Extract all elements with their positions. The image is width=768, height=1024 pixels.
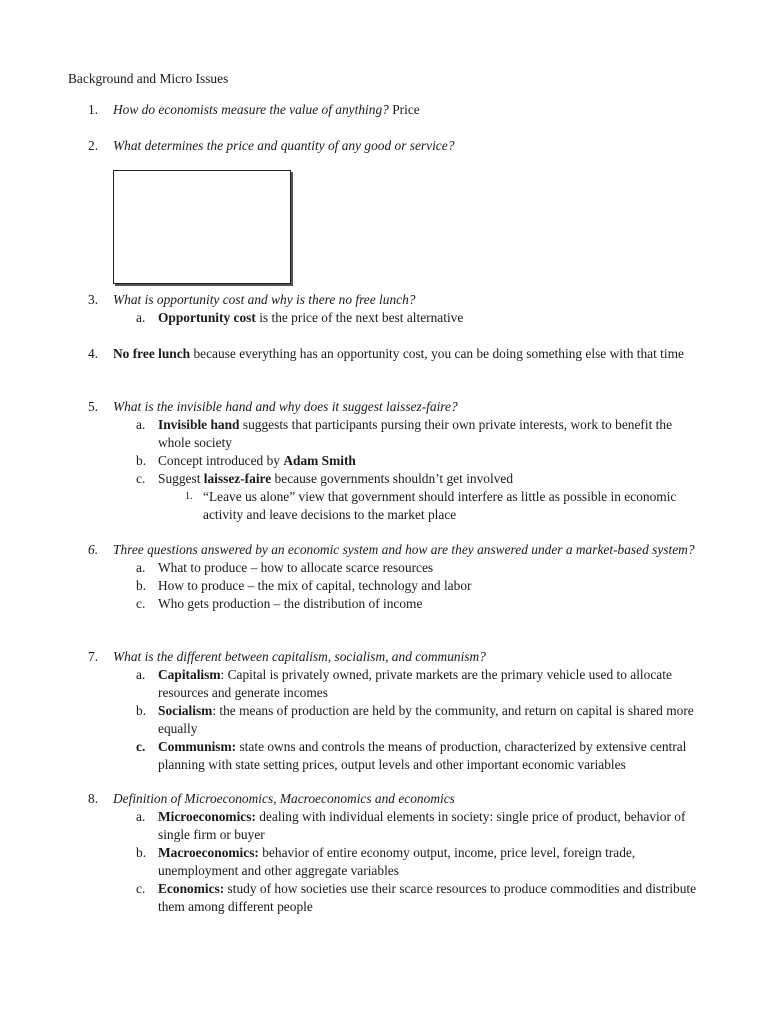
list-item: c. Communism: state owns and controls the means of production, characterized by extensive central planning with state setting prices, output levels and other important economic variables xyxy=(136,739,687,772)
list-item: 1. “Leave us alone” view that government should interfere as little as possible in economic activity and leave decisions to the market place xyxy=(185,489,677,522)
list-item: a. Invisible hand suggests that participants pursing their own private interests, work to benefit the whole society xyxy=(136,417,673,450)
question-8: 8. Definition of Microeconomics, Macroeconomics and economics a. Microeconomics: dealing with individual elements in society: single price of product, behavior of single firm or buyer b. Macroeconomics: behavior of entire economy output, income, price level, foreign trade, unemployment and other aggregate variables c. Economics: study of how societies use their scarce resources to produce commodities and distribute them among different people xyxy=(88,790,708,916)
list-item: a. Capitalism: Capital is privately owned, private markets are the primary vehicle used to allocate resources and generate incomes xyxy=(136,667,672,700)
question-5-text: What is the invisible hand and why does it suggest laissez-faire? xyxy=(113,399,458,414)
question-8-text: Definition of Microeconomics, Macroeconomics and economics xyxy=(113,791,455,806)
question-6-text: Three questions answered by an economic system and how are they answered under a market-based system? xyxy=(113,542,695,557)
empty-answer-box xyxy=(113,170,291,284)
question-1-answer: Price xyxy=(388,102,420,117)
question-7-text: What is the different between capitalism, socialism, and communism? xyxy=(113,649,486,664)
list-item: a. What to produce – how to allocate scarce resources xyxy=(136,560,434,575)
list-item: b. How to produce – the mix of capital, technology and labor xyxy=(136,578,472,593)
list-item: a. Opportunity cost is the price of the next best alternative xyxy=(136,310,464,325)
question-2: 2. What determines the price and quantity of any good or service? xyxy=(88,138,455,153)
list-item: b. Concept introduced by Adam Smith xyxy=(136,453,356,468)
list-item: c. Suggest laissez-faire because governments shouldn’t get involved xyxy=(136,471,514,486)
question-7: 7. What is the different between capitalism, socialism, and communism? a. Capitalism: Capital is privately owned, private markets are the primary vehicle used to allocate resources and generate incomes b. Socialism: the means of production are held by the community, and return on capital is shared more equally c. Communism: state owns and controls the means of production, characterized by extensive central planning with state setting prices, output levels and other important economic variables xyxy=(88,648,708,774)
item-4: 4. No free lunch because everything has an opportunity cost, you can be doing something else with that time xyxy=(88,346,684,361)
question-3: 3. What is opportunity cost and why is there no free lunch? a. Opportunity cost is the price of the next best alternative xyxy=(88,291,708,327)
question-1-text: How do economists measure the value of anything? xyxy=(113,102,389,117)
list-item: c. Economics: study of how societies use their scarce resources to produce commodities and distribute them among different people xyxy=(136,881,697,914)
question-1: 1. How do economists measure the value of anything? Price xyxy=(88,102,420,117)
list-item: b. Macroeconomics: behavior of entire economy output, income, price level, foreign trade, unemployment and other aggregate variables xyxy=(136,845,636,878)
document-heading: Background and Micro Issues xyxy=(68,71,229,86)
question-2-text: What determines the price and quantity of any good or service? xyxy=(113,138,455,153)
list-item: c. Who gets production – the distribution of income xyxy=(136,596,423,611)
question-3-text: What is opportunity cost and why is there no free lunch? xyxy=(113,292,416,307)
list-item: a. Microeconomics: dealing with individual elements in society: single price of product, behavior of single firm or buyer xyxy=(136,809,686,842)
list-item: b. Socialism: the means of production are held by the community, and return on capital is shared more equally xyxy=(136,703,694,736)
question-5: 5. What is the invisible hand and why does it suggest laissez-faire? a. Invisible hand suggests that participants pursing their own private interests, work to benefit the whole society b. Concept introduced by Adam Smith c. Suggest laissez-faire because governments shouldn’t get involved 1. “Leave us alone” view that government should interfere as little as possible in economic activity and leave decisions to the market place xyxy=(88,398,708,524)
question-6: 6. Three questions answered by an economic system and how are they answered under a market-based system? a. What to produce – how to allocate scarce resources b. How to produce – the mix of capital, technology and labor c. Who gets production – the distribution of income xyxy=(88,541,708,613)
